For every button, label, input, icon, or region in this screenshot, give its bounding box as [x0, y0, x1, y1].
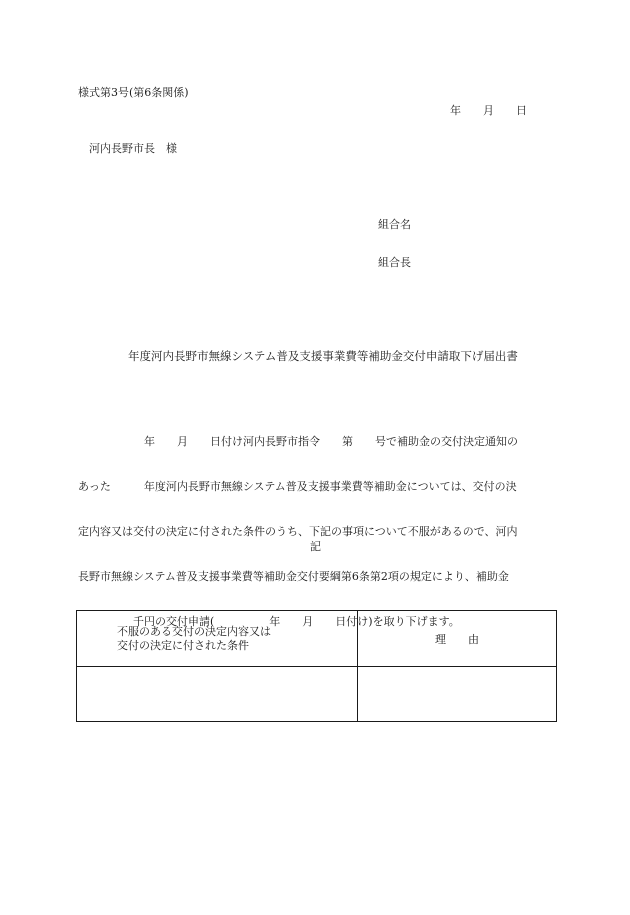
header-decision-line-1: 不服のある交付の決定内容又は	[117, 624, 271, 638]
body-line-1: 年 月 日付け河内長野市指令 第 号で補助金の交付決定通知の	[78, 435, 518, 448]
cell-decision-conditions[interactable]	[77, 667, 358, 722]
body-line-4: 長野市無線システム普及支援事業費等補助金交付要綱第6条第2項の規定により、補助金	[78, 570, 509, 583]
record-table	[76, 610, 557, 722]
body-text	[78, 406, 558, 644]
document-title: 年度河内長野市無線システム普及支援事業費等補助金交付申請取下げ届出書	[128, 349, 518, 363]
header-decision-line-2: 交付の決定に付された条件	[117, 638, 249, 652]
table-row	[77, 667, 557, 722]
body-line-2: あった 年度河内長野市無線システム普及支援事業費等補助金については、交付の決	[78, 480, 517, 493]
addressee: 河内長野市長 様	[89, 142, 177, 155]
table-header-row	[77, 611, 557, 667]
cell-reason[interactable]	[358, 667, 557, 722]
union-name-label: 組合名	[378, 218, 411, 231]
union-head-label: 組合長	[378, 256, 411, 269]
table-header-reason: 理 由	[358, 611, 557, 667]
date-line: 年 月 日	[450, 104, 527, 117]
form-number: 様式第3号(第6条関係)	[78, 86, 189, 99]
body-line-3: 定内容又は交付の決定に付された条件のうち、下記の事項について不服があるので、河内	[78, 525, 518, 538]
table-header-decision-conditions	[77, 611, 358, 667]
record-heading: 記	[310, 540, 321, 553]
body-line-5: 千円の交付申請( 年 月 日付け)を取り下げます。	[78, 615, 460, 628]
